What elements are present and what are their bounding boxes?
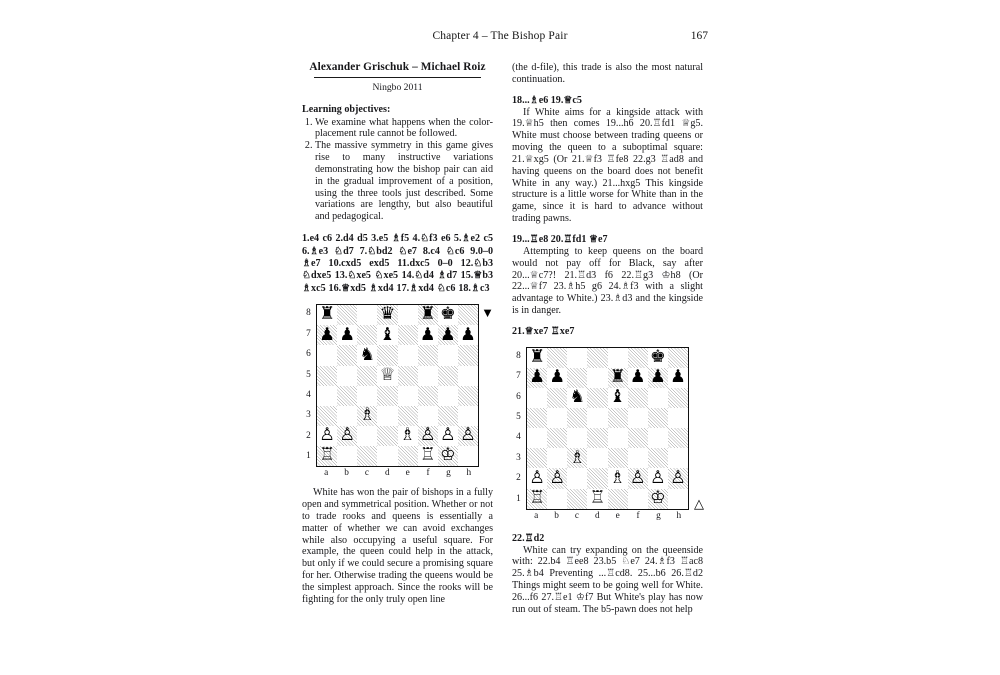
board-square-d5 [587, 408, 607, 428]
board-square-g7 [648, 368, 668, 388]
board-square-d4 [377, 386, 397, 406]
rank-label: 3 [306, 410, 311, 421]
white-rook-icon: ♖ [529, 487, 545, 508]
rank-label: 3 [516, 452, 521, 463]
board-square-f3 [628, 448, 648, 468]
rank-label: 8 [306, 308, 311, 319]
white-pawn-icon: ♙ [319, 425, 335, 446]
rank-label: 4 [516, 432, 521, 443]
white-pawn-icon: ♙ [419, 425, 436, 446]
black-rook-icon: ♜ [319, 304, 335, 325]
board-square-c7 [357, 325, 377, 345]
board-square-a4 [527, 428, 547, 448]
list-item: 2. The massive symmetry in this game gives rise to many instructive variations demonstrating how the bishop pair can aid in the gradual improvement of a position, using the three tools just described. Some variations are lengthy, but also beautiful and pedagogical. [315, 140, 493, 223]
board-square-d8 [587, 348, 607, 368]
board-square-f4 [418, 386, 438, 406]
board-square-c2 [357, 426, 377, 446]
board-square-f1 [418, 446, 438, 466]
file-label: c [574, 510, 579, 521]
board-square-e1 [608, 489, 628, 509]
board-square-g8 [438, 305, 458, 325]
paragraph: If White aims for a kingside attack with 19.♕h5 then comes 19...h6 20.♖fd1 ♕g5. White must choose between trading queens or moving the queen to a suboptimal square: 21.♕xg5 (Or 21.♕f3 ♖fe8 22.g3 ♖ad8 and having queens on the board does not benefit White in any way.) 21...hxg5 This kingside structure is a little worse for White than in the game, since it is hard to advance without trading pawns. [512, 106, 703, 225]
file-label: h [466, 468, 472, 479]
chessboard-1 [316, 304, 479, 467]
black-pawn-icon: ♟ [319, 324, 335, 345]
white-pawn-icon: ♙ [549, 467, 566, 488]
black-pawn-icon: ♟ [629, 367, 646, 388]
board-square-c3 [567, 448, 587, 468]
game-event: Ningbo 2011 [372, 81, 423, 93]
black-knight-icon: ♞ [359, 344, 376, 365]
rank-label: 8 [516, 350, 521, 361]
black-pawn-icon: ♟ [460, 324, 476, 345]
file-label: d [384, 468, 390, 479]
white-rook-icon: ♖ [319, 445, 335, 466]
game-title: Alexander Grischuk – Michael Roiz [309, 61, 486, 73]
file-label: f [636, 510, 640, 521]
black-pawn-icon: ♟ [549, 367, 566, 388]
board-square-h5 [458, 366, 478, 386]
board-square-c8 [567, 348, 587, 368]
board-square-d2 [587, 468, 607, 488]
black-pawn-icon: ♟ [439, 324, 456, 345]
white-pawn-icon: ♙ [339, 425, 356, 446]
rank-labels-1 [302, 304, 315, 467]
board-square-b8 [337, 305, 357, 325]
black-to-move-indicator: ▼ [481, 305, 494, 321]
file-labels-2 [526, 511, 689, 525]
rank-label: 1 [306, 451, 311, 462]
board-square-f6 [418, 345, 438, 365]
board-square-e6 [398, 345, 418, 365]
board-square-d6 [587, 388, 607, 408]
board-square-f5 [628, 408, 648, 428]
board-square-d1 [587, 489, 607, 509]
diagram-1 [302, 304, 493, 486]
diagram-2 [512, 347, 703, 529]
file-label: e [615, 510, 620, 521]
board-square-d5 [377, 366, 397, 386]
black-queen-icon: ♛ [379, 304, 396, 325]
file-label: e [405, 468, 410, 479]
board-square-g3 [438, 406, 458, 426]
board-square-d4 [587, 428, 607, 448]
board-square-e4 [398, 386, 418, 406]
black-rook-icon: ♜ [609, 367, 626, 388]
black-king-icon: ♚ [649, 347, 666, 368]
board-square-e1 [398, 446, 418, 466]
board-squares-1 [317, 305, 478, 466]
board-square-h2 [668, 468, 688, 488]
board-square-e7 [398, 325, 418, 345]
board-square-d1 [377, 446, 397, 466]
board-square-a2 [527, 468, 547, 488]
board-square-g5 [438, 366, 458, 386]
learning-objectives-list [302, 117, 493, 224]
paragraph: White has won the pair of bishops in a fully open and symmetrical position. Whether or not to trade rooks and queens is essentially a matter of whether we can avoid exchanges while also occupying a useful square. For example, the queen could help in the attack, but only if we could secure a promising square for her. Otherwise trading the queens would be the simplest approach. Since the rooks will be fighting for the only truly open line [302, 487, 493, 605]
board-square-b1 [337, 446, 357, 466]
board-square-a3 [317, 406, 337, 426]
page-number: 167 [690, 30, 708, 42]
rank-label: 4 [306, 389, 311, 400]
board-square-g1 [438, 446, 458, 466]
file-label: g [656, 510, 661, 521]
board-square-g1 [648, 489, 668, 509]
board-square-h3 [668, 448, 688, 468]
board-square-g7 [438, 325, 458, 345]
board-square-c8 [357, 305, 377, 325]
board-square-f7 [628, 368, 648, 388]
board-square-b4 [337, 386, 357, 406]
board-square-a4 [317, 386, 337, 406]
board-square-a2 [317, 426, 337, 446]
black-pawn-icon: ♟ [419, 324, 436, 345]
board-square-g3 [648, 448, 668, 468]
file-label: a [534, 510, 539, 521]
board-square-c5 [567, 408, 587, 428]
board-square-h8 [668, 348, 688, 368]
rank-label: 6 [306, 349, 311, 360]
white-bishop-icon: ♗ [399, 425, 416, 446]
board-square-g4 [648, 428, 668, 448]
file-label: f [426, 468, 430, 479]
white-pawn-icon: ♙ [670, 467, 686, 488]
opening-moves: 1.e4 c6 2.d4 d5 3.e5 ♗f5 4.♘f3 e6 5.♗e2 c5 6.♗e3 ♘d7 7.♘bd2 ♘e7 8.c4 ♘c6 9.0–0 ♗e7 10.cxd5 exd5 11.dxc5 0–0 12.♘b3 ♘dxe5 13.♘xe5 ♘xe5 14.♘d4 ♗d7 15.♕b3 ♗xc5 16.♕xd5 ♗xd4 17.♗xd4 ♘c6 18.♗c3 [302, 233, 493, 294]
board-square-b2 [337, 426, 357, 446]
white-to-move-indicator: △ [694, 495, 704, 511]
black-pawn-icon: ♟ [529, 367, 545, 388]
board-square-c4 [357, 386, 377, 406]
rank-label: 5 [516, 412, 521, 423]
board-square-g6 [648, 388, 668, 408]
board-square-a8 [527, 348, 547, 368]
white-pawn-icon: ♙ [649, 467, 666, 488]
black-bishop-icon: ♝ [609, 387, 626, 408]
white-pawn-icon: ♙ [460, 425, 476, 446]
paragraph: White can try expanding on the queenside with: 22.b4 ♖ee8 23.b5 ♘e7 24.♗f3 ♖ac8 25.♗b4 Preventing ...♖cd8. 25...b6 26.♖d2 Things might seem to be going well for White. 26...f6 27.♖e1 ♔f7 But White's play has now run out of steam. The b5-pawn does not help [512, 544, 703, 615]
board-square-c1 [567, 489, 587, 509]
board-square-b8 [547, 348, 567, 368]
white-queen-icon: ♕ [379, 364, 396, 385]
board-square-b6 [337, 345, 357, 365]
board-square-d3 [587, 448, 607, 468]
white-king-icon: ♔ [439, 445, 456, 466]
right-column [512, 62, 703, 616]
paragraph: Attempting to keep queens on the board would not pay off for Black, say after 20...♕c7?! 21.♖d3 f6 22.♖g3 ♔h8 (Or 22...♕f7 23.♗h5 g6 24.♗f3 with a slight advantage to White.) 23.♗d3 and the kingside is in danger. [512, 245, 703, 317]
board-square-d2 [377, 426, 397, 446]
board-square-g4 [438, 386, 458, 406]
rank-label: 6 [516, 391, 521, 402]
move-heading-22: 22.♖d2 [512, 532, 545, 544]
board-square-g6 [438, 345, 458, 365]
board-square-a7 [527, 368, 547, 388]
board-square-e3 [398, 406, 418, 426]
black-pawn-icon: ♟ [670, 367, 686, 388]
white-king-icon: ♔ [649, 487, 666, 508]
board-square-f7 [418, 325, 438, 345]
move-heading-21: 21.♕xe7 ♖xe7 [512, 325, 575, 337]
file-label: d [594, 510, 600, 521]
board-square-h2 [458, 426, 478, 446]
board-square-d7 [587, 368, 607, 388]
board-square-e5 [398, 366, 418, 386]
board-square-f2 [628, 468, 648, 488]
board-square-b7 [337, 325, 357, 345]
board-square-f4 [628, 428, 648, 448]
board-square-f6 [628, 388, 648, 408]
board-square-e2 [398, 426, 418, 446]
board-square-h5 [668, 408, 688, 428]
board-square-h4 [668, 428, 688, 448]
white-rook-icon: ♖ [419, 445, 436, 466]
white-pawn-icon: ♙ [439, 425, 456, 446]
board-square-d7 [377, 325, 397, 345]
rank-label: 1 [516, 493, 521, 504]
board-square-d6 [377, 345, 397, 365]
board-square-a6 [317, 345, 337, 365]
board-square-e4 [608, 428, 628, 448]
board-square-c2 [567, 468, 587, 488]
board-square-b4 [547, 428, 567, 448]
black-bishop-icon: ♝ [379, 324, 396, 345]
board-square-b2 [547, 468, 567, 488]
board-square-c5 [357, 366, 377, 386]
board-square-b3 [547, 448, 567, 468]
board-square-e6 [608, 388, 628, 408]
black-knight-icon: ♞ [569, 387, 586, 408]
rank-label: 2 [516, 473, 521, 484]
board-square-c1 [357, 446, 377, 466]
board-square-e3 [608, 448, 628, 468]
board-square-f1 [628, 489, 648, 509]
board-square-a3 [527, 448, 547, 468]
file-label: a [324, 468, 329, 479]
rank-label: 7 [306, 328, 311, 339]
board-square-f2 [418, 426, 438, 446]
white-bishop-icon: ♗ [569, 447, 586, 468]
rank-label: 2 [306, 430, 311, 441]
board-square-e8 [398, 305, 418, 325]
black-rook-icon: ♜ [419, 304, 436, 325]
board-square-d8 [377, 305, 397, 325]
board-square-e5 [608, 408, 628, 428]
board-square-b5 [337, 366, 357, 386]
learning-objectives-heading: Learning objectives: [302, 103, 391, 115]
file-label: b [344, 468, 349, 479]
white-pawn-icon: ♙ [629, 467, 646, 488]
paragraph: (the d-file), this trade is also the most natural continuation. [512, 62, 703, 85]
board-square-e2 [608, 468, 628, 488]
board-square-a5 [527, 408, 547, 428]
board-square-e8 [608, 348, 628, 368]
board-square-f8 [418, 305, 438, 325]
move-heading-18: 18...♗e6 19.♕c5 [512, 94, 582, 106]
board-square-e7 [608, 368, 628, 388]
board-squares-2 [527, 348, 688, 509]
board-square-c7 [567, 368, 587, 388]
black-king-icon: ♚ [439, 304, 456, 325]
board-square-f5 [418, 366, 438, 386]
black-pawn-icon: ♟ [339, 324, 356, 345]
board-square-h7 [668, 368, 688, 388]
black-rook-icon: ♜ [529, 347, 545, 368]
board-square-b6 [547, 388, 567, 408]
board-square-c3 [357, 406, 377, 426]
board-square-h6 [668, 388, 688, 408]
board-square-h6 [458, 345, 478, 365]
board-square-a5 [317, 366, 337, 386]
white-rook-icon: ♖ [589, 487, 606, 508]
chessboard-2 [526, 347, 689, 510]
white-bishop-icon: ♗ [359, 405, 376, 426]
board-square-a1 [317, 446, 337, 466]
file-label: b [554, 510, 559, 521]
board-square-a1 [527, 489, 547, 509]
list-item: 1. We examine what happens when the color-placement rule cannot be followed. [315, 117, 493, 141]
board-square-b1 [547, 489, 567, 509]
board-square-h4 [458, 386, 478, 406]
board-square-a7 [317, 325, 337, 345]
board-square-c6 [357, 345, 377, 365]
rank-label: 5 [306, 369, 311, 380]
white-bishop-icon: ♗ [609, 467, 626, 488]
title-rule [314, 77, 481, 78]
black-pawn-icon: ♟ [649, 367, 666, 388]
running-head [300, 30, 708, 46]
board-square-h8 [458, 305, 478, 325]
file-label: g [446, 468, 451, 479]
board-square-g2 [648, 468, 668, 488]
board-square-c6 [567, 388, 587, 408]
white-pawn-icon: ♙ [529, 467, 545, 488]
board-square-b7 [547, 368, 567, 388]
left-column [302, 62, 493, 606]
board-square-g8 [648, 348, 668, 368]
board-square-g2 [438, 426, 458, 446]
board-square-h1 [458, 446, 478, 466]
board-square-h7 [458, 325, 478, 345]
move-heading-19: 19...♖e8 20.♖fd1 ♕e7 [512, 233, 608, 245]
board-square-d3 [377, 406, 397, 426]
board-square-h1 [668, 489, 688, 509]
file-label: h [676, 510, 682, 521]
chapter-title: Chapter 4 – The Bishop Pair [432, 30, 568, 42]
board-square-h3 [458, 406, 478, 426]
file-labels-1 [316, 468, 479, 482]
board-square-g5 [648, 408, 668, 428]
board-square-f3 [418, 406, 438, 426]
rank-labels-2 [512, 347, 525, 510]
rank-label: 7 [516, 371, 521, 382]
board-square-f8 [628, 348, 648, 368]
board-square-a6 [527, 388, 547, 408]
board-square-c4 [567, 428, 587, 448]
file-label: c [364, 468, 369, 479]
board-square-a8 [317, 305, 337, 325]
board-square-b3 [337, 406, 357, 426]
board-square-b5 [547, 408, 567, 428]
